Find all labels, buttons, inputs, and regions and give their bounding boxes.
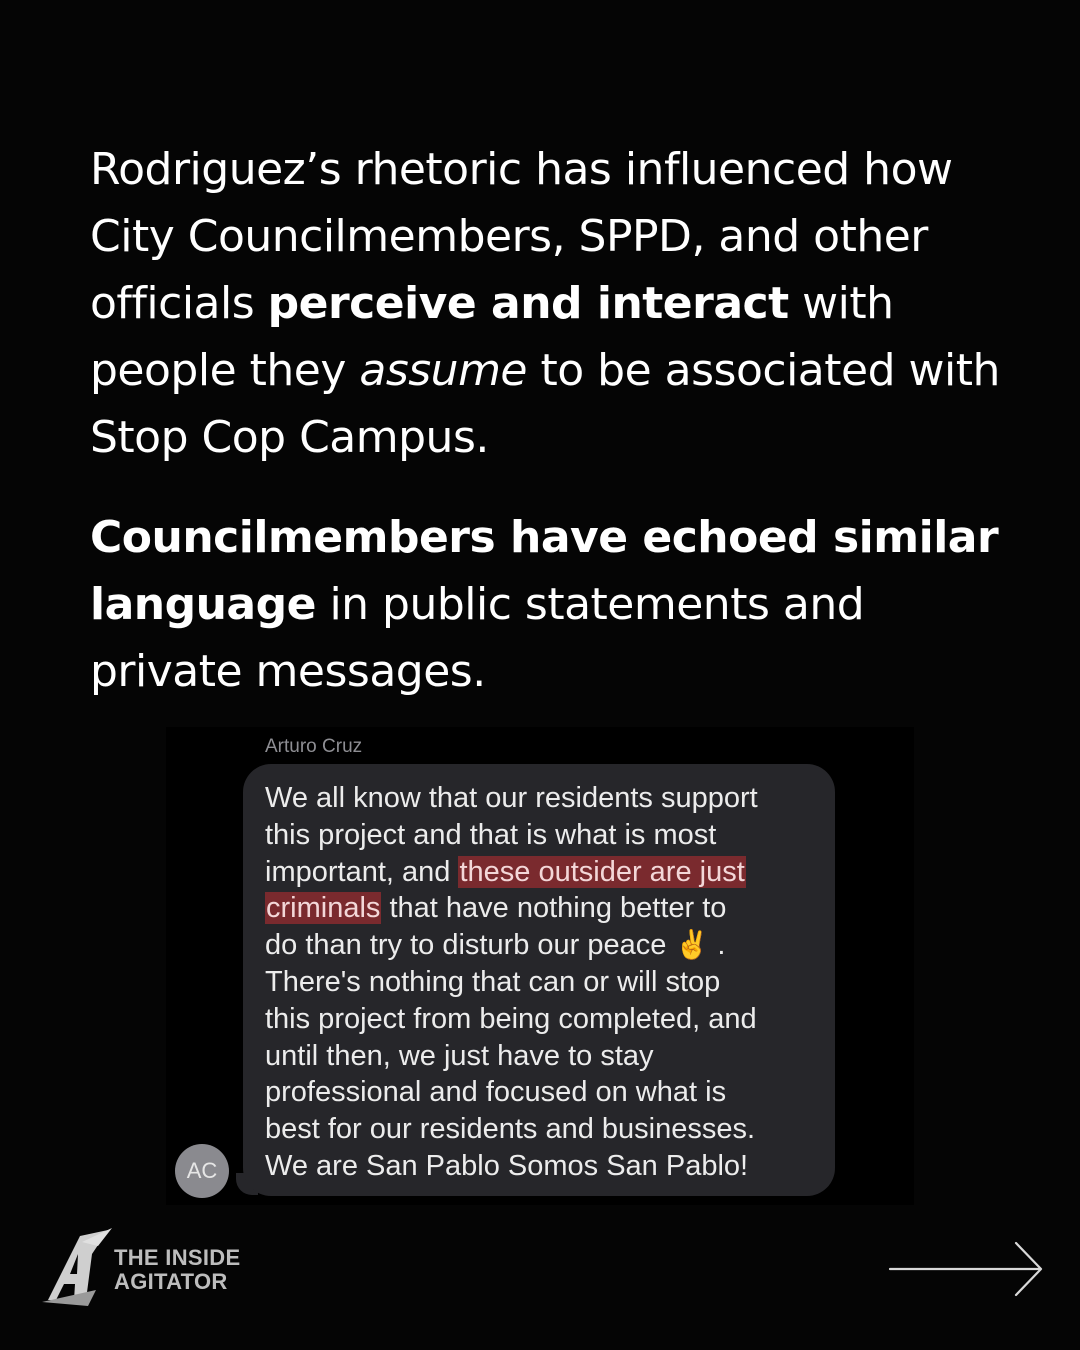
victory-hand-emoji: ✌️ [674,929,710,961]
highlighted-phrase: these outsider are just [459,855,745,888]
message-line: We all know that our residents support [265,782,758,814]
agitator-a-logo-icon [42,1228,114,1308]
highlighted-phrase: criminals [266,892,381,925]
message-fragment: important, and [265,855,459,888]
message-line: until then, we just have to stay [265,1039,654,1072]
intro-text-end: to be associated with Stop Cop Campus. [90,345,1000,463]
message-fragment: do than try to disturb our peace [265,929,675,962]
brand-name-line2: AGITATOR [114,1269,228,1294]
message-line [265,927,825,964]
message-line: We are San Pablo Somos San Pablo! [265,1149,749,1182]
intro-text-middle: with people they [90,278,894,396]
intro-paragraph [90,136,1020,471]
message-line [265,854,825,891]
message-line: professional and focused on what is [265,1076,727,1109]
message-fragment: . [709,929,726,962]
message-line: best for our residents and businesses. [265,1113,756,1146]
intro-bold-phrase: perceive and interact [267,278,789,329]
intro-italic-word: assume [359,345,528,396]
avatar [175,1144,229,1198]
right-arrow-icon[interactable] [888,1240,1048,1300]
intro-text-start: Rodriguez’s rhetoric has influenced how City Councilmembers, SPPD, and other officials [90,144,953,329]
brand-logo [42,1228,282,1312]
message-line: There's nothing that can or will stop [265,965,721,998]
echo-text-rest: in public statements and private messages. [90,579,865,697]
brand-name [114,1246,240,1294]
echo-bold-phrase: Councilmembers have echoed similar language [90,512,999,630]
message-bubble [243,764,835,1196]
message-line: this project from being completed, and [265,1002,757,1035]
avatar-initials: AC [186,1158,218,1183]
message-sender-name: Arturo Cruz [265,736,363,757]
echo-paragraph [90,504,1020,705]
message-fragment: that have nothing better to [381,892,727,925]
brand-name-line1: THE INSIDE [114,1245,241,1270]
message-screenshot [166,727,914,1205]
message-line: this project and that is what is most [265,818,717,851]
message-line [265,890,825,927]
